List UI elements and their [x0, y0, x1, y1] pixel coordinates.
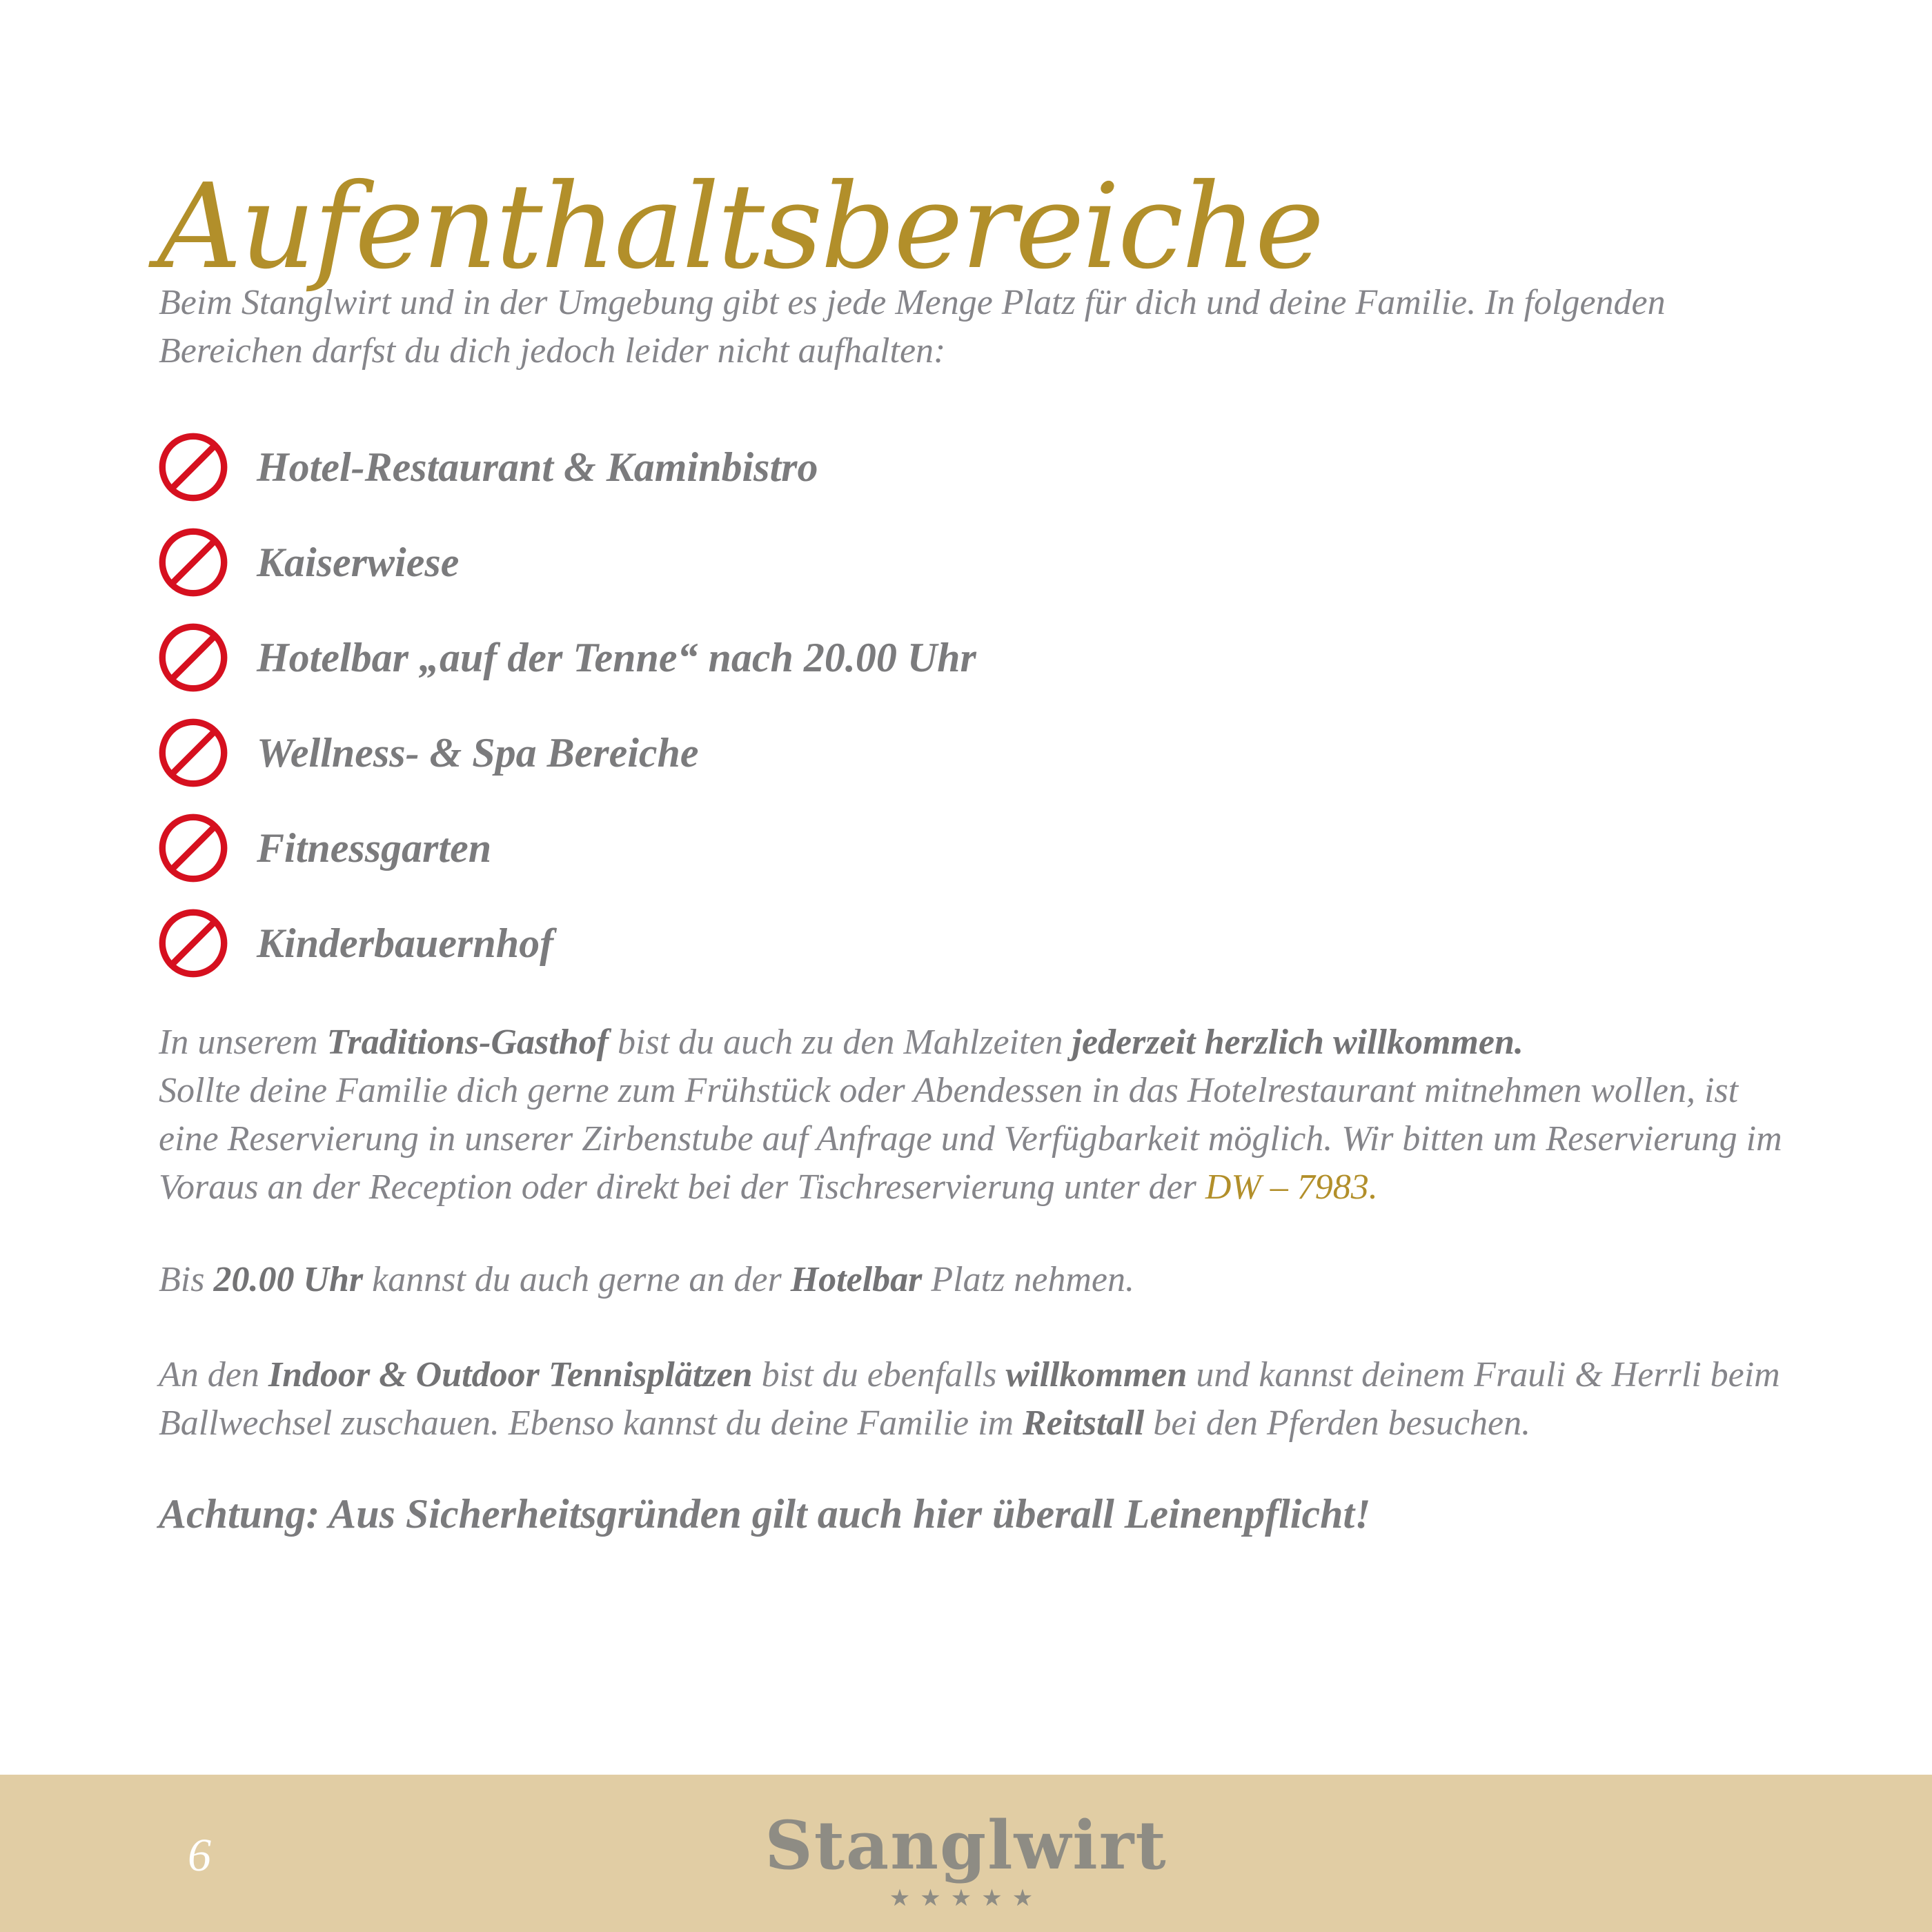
leash-warning: Achtung: Aus Sicherheitsgründen gilt auch hier überall Leinenpflicht! [159, 1491, 1371, 1537]
text-run: bist du auch zu den Mahlzeiten [608, 1023, 1072, 1062]
text-run: Sollte deine Familie dich gerne zum Frühstück oder Abendessen in das Hotelrestaurant mitnehmen wollen, ist eine Reservierung in unserer Zirbenstube auf Anfrage und Verfügbarkeit möglich. Wir bitten um Reservierung im Voraus an der Reception oder direkt bei der Tischreservierung unter der [159, 1071, 1782, 1207]
restricted-area-label: Hotelbar „auf der Tenne“ nach 20.00 Uhr [257, 634, 976, 680]
list-item [157, 420, 976, 515]
prohibited-icon [157, 717, 229, 789]
list-item [157, 515, 976, 610]
intro-text: Beim Stanglwirt und in der Umgebung gibt es jede Menge Platz für dich und deine Familie. In folgenden Bereichen darfst du dich jedoch leider nicht aufhalten: [159, 283, 1666, 371]
list-item [157, 705, 976, 800]
text-run: Platz nehmen. [922, 1260, 1135, 1299]
phone-extension: DW – 7983. [1205, 1167, 1378, 1207]
text-run: bist du ebenfalls [752, 1355, 1006, 1394]
page-number: 6 [188, 1828, 211, 1881]
text-run: kannst du auch gerne an der [363, 1260, 791, 1299]
restricted-area-label: Kinderbauernhof [257, 920, 554, 966]
restricted-area-label: Fitnessgarten [257, 825, 492, 871]
prohibited-icon [157, 622, 229, 693]
text-run: Bis [159, 1260, 214, 1299]
bold-run: Reitstall [1023, 1403, 1145, 1443]
bold-run: 20.00 Uhr [213, 1260, 364, 1299]
dining-paragraph [159, 1018, 1801, 1212]
list-item [157, 610, 976, 705]
restricted-areas-list [157, 420, 976, 991]
bold-run: Hotelbar [790, 1260, 923, 1299]
tennis-paragraph [159, 1351, 1801, 1448]
text-run: An den [159, 1355, 268, 1394]
bold-run: jederzeit herzlich willkommen. [1072, 1023, 1524, 1062]
prohibited-icon [157, 907, 229, 979]
list-item [157, 800, 976, 896]
bold-run: Indoor & Outdoor Tennisplätzen [268, 1355, 753, 1394]
bold-run: Traditions-Gasthof [326, 1023, 609, 1062]
page-title: Aufenthaltsbereiche [157, 158, 1323, 295]
text-run: bei den Pferden besuchen. [1144, 1403, 1531, 1443]
text-run: und kannst deinem Frauli & Herrli beim Ballwechsel zuschauen. Ebenso kannst du deine Familie im [159, 1355, 1780, 1443]
prohibited-icon [157, 812, 229, 884]
brand-name: Stanglwirt [765, 1806, 1167, 1884]
restricted-area-label: Hotel-Restaurant & Kaminbistro [257, 444, 818, 490]
brand-stars: ★★★★★ [889, 1884, 1043, 1912]
list-item [157, 896, 976, 991]
stanglwirt-logo [765, 1802, 1167, 1920]
text-run: In unserem [159, 1023, 327, 1062]
hotelbar-paragraph [159, 1256, 1801, 1304]
prohibited-icon [157, 526, 229, 598]
bold-run: willkommen [1005, 1355, 1187, 1394]
restricted-area-label: Wellness- & Spa Bereiche [257, 729, 699, 776]
prohibited-icon [157, 431, 229, 503]
restricted-area-label: Kaiserwiese [257, 539, 460, 585]
